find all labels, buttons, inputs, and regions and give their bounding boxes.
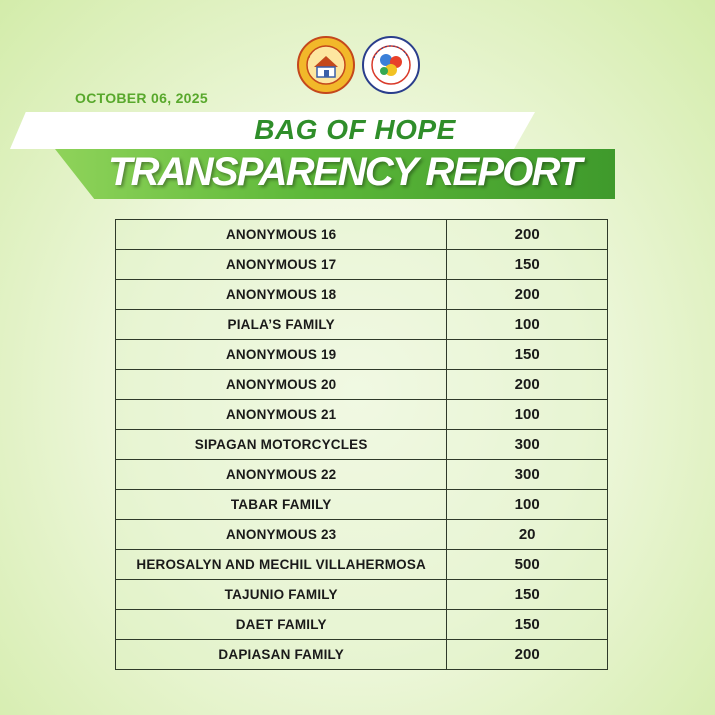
donor-name: HEROSALYN AND MECHIL VILLAHERMOSA xyxy=(116,550,447,580)
donation-amount: 150 xyxy=(447,580,608,610)
report-date: OCTOBER 06, 2025 xyxy=(75,90,208,106)
donor-name: TABAR FAMILY xyxy=(116,490,447,520)
donation-amount: 200 xyxy=(447,640,608,670)
donation-amount: 150 xyxy=(447,340,608,370)
table-row xyxy=(116,640,608,670)
table-row xyxy=(116,370,608,400)
donor-name: ANONYMOUS 17 xyxy=(116,250,447,280)
donation-amount: 100 xyxy=(447,310,608,340)
table-row xyxy=(116,520,608,550)
donor-name: ANONYMOUS 19 xyxy=(116,340,447,370)
table-row xyxy=(116,340,608,370)
donor-name: ANONYMOUS 20 xyxy=(116,370,447,400)
donor-name: ANONYMOUS 23 xyxy=(116,520,447,550)
donation-amount: 300 xyxy=(447,460,608,490)
donation-amount: 200 xyxy=(447,220,608,250)
donations-table xyxy=(115,219,608,670)
donor-name: DAET FAMILY xyxy=(116,610,447,640)
table-row xyxy=(116,280,608,310)
donor-name: ANONYMOUS 16 xyxy=(116,220,447,250)
table-row xyxy=(116,580,608,610)
table-row xyxy=(116,430,608,460)
donor-name: ANONYMOUS 22 xyxy=(116,460,447,490)
table-row xyxy=(116,250,608,280)
donation-amount: 100 xyxy=(447,490,608,520)
table-row xyxy=(116,610,608,640)
table-row xyxy=(116,400,608,430)
donor-name: SIPAGAN MOTORCYCLES xyxy=(116,430,447,460)
donation-amount: 100 xyxy=(447,400,608,430)
table-row xyxy=(116,550,608,580)
table-row xyxy=(116,310,608,340)
donation-amount: 150 xyxy=(447,250,608,280)
donor-name: PIALA’S FAMILY xyxy=(116,310,447,340)
donation-amount: 300 xyxy=(447,430,608,460)
table-row xyxy=(116,460,608,490)
donor-name: ANONYMOUS 18 xyxy=(116,280,447,310)
barangay-seal-logo xyxy=(297,36,355,94)
barangay-seal-icon xyxy=(297,36,355,94)
donation-amount: 150 xyxy=(447,610,608,640)
donation-amount: 500 xyxy=(447,550,608,580)
sk-seal-logo xyxy=(362,36,420,94)
table-row xyxy=(116,490,608,520)
donor-name: DAPIASAN FAMILY xyxy=(116,640,447,670)
page-title: BAG OF HOPE xyxy=(254,114,456,145)
sk-seal-icon xyxy=(362,36,420,94)
donation-amount: 20 xyxy=(447,520,608,550)
donor-name: TAJUNIO FAMILY xyxy=(116,580,447,610)
table-row xyxy=(116,220,608,250)
donation-amount: 200 xyxy=(447,280,608,310)
donor-name: ANONYMOUS 21 xyxy=(116,400,447,430)
page-subtitle: TRANSPARENCY REPORT xyxy=(108,150,581,194)
donation-amount: 200 xyxy=(447,370,608,400)
